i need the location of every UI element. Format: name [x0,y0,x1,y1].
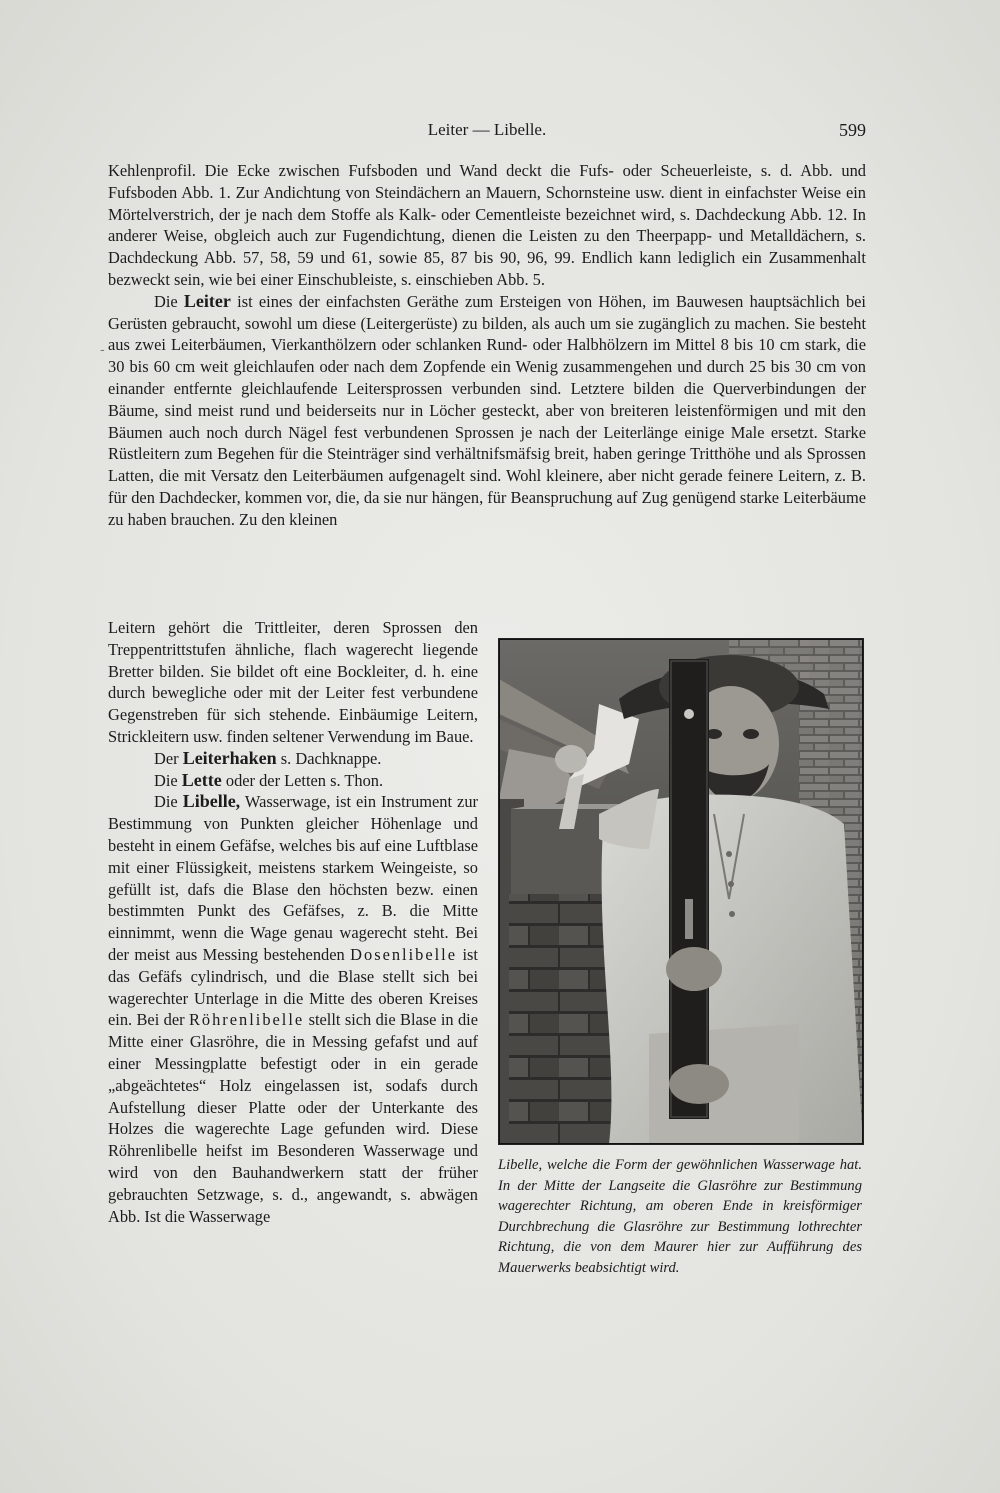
leiterhaken-lead: Der [154,748,179,768]
level-round-vial [684,709,694,719]
leiter-headword: Leiter [183,290,231,311]
term-roehrenlibelle: Röhrenlibelle [188,1010,305,1030]
leiter-lead: Die [154,291,178,311]
libelle-text-3: stellt sich die Blase in die Mitte einer Glasröhre, die in Messing gefafst und auf einer Messingplatte befestigt oder in ein gerade „abgeächtetes“ Holz eingelassen ist, sodafs durch Aufstellung dieser Platte oder der Unterkante des Holzes die wagerechte Lage gefunden wird. Diese Röhrenlibelle heifst im Besonderen Wasserwage und wird von den Bauhandwerkern statt der früher gebrauchten Setzwage, s. d., angewandt, s. abwägen Abb. Ist die Wasserwage [108,1010,478,1226]
photo-mason-with-level [498,638,864,1145]
leiter-continuation: Leitern gehört die Trittleiter, deren Sprossen den Treppentrittstufen ähnliche, flach wagerecht liegende Bretter bilden. Sie bildet oft eine Bockleiter, d. h. eine durch bewegliche oder mit der Leiter fest verbundene Gegenstreben für sich stehende. Einbäumige Leitern, Strickleitern usw. finden seltener Verwendung im Baue. [108,618,478,746]
intro-paragraph: Kehlenprofil. Die Ecke zwischen Fufsboden und Wand deckt die Fufs- oder Scheuerleiste, s. d. Abb. und Fufsboden Abb. 1. Zur Andichtung von Steindächern an Mauern, Schornsteine usw. dient in einfachster Weise ein Mörtelverstrich, der je nach dem Stoffe als Kalk- oder Cementleiste bezeichnet wird, s. Dachdeckung Abb. 12. In anderer Weise, obgleich auch zur Fugendichtung, dienen die Leisten zu den Theerpapp- und Metalldächern, s. Dachdeckung Abb. 57, 58, 59 und 61, sowie 85, 87 bis 90, 96, 99. Endlich kann lediglich ein Zusammenhalt bezweckt sein, wie bei einer Einschubleiste, s. einschieben Abb. 5. [108,161,866,289]
left-column-text [108,617,478,1227]
lette-lead: Die [154,770,178,790]
margin-mark: - [100,342,105,358]
libelle-entry [108,791,478,1227]
term-dosenlibelle: Dosenlibelle [350,944,458,964]
libelle-text-2: ist das Gefäfs cylindrisch, und die Blase stellt sich bei wagerechter Unterlage in die Mitte des oberen Kreises ein. Bei der [108,944,478,1030]
leiterhaken-text: s. Dachknappe. [280,748,382,768]
libelle-headword: Libelle, [182,791,241,812]
level-vial [685,899,693,939]
leiterhaken-entry [108,748,478,770]
libelle-text-1: Wasserwage, ist ein Instrument zur Bestimmung von Punkten gleicher Höhenlage und besteht in einem Gefäfse, welches bis auf eine Luftblase mit einer Flüssigkeit, meistens starkem Weingeiste, so gefüllt ist, dafs die Blase den höchsten bezw. einen bestimmten Punkt des Gefäfses, z. B. die Mitte einnimmt, wenn die Wage genau wagerecht steht. Bei der meist aus Messing bestehenden [108,792,478,964]
header-title: Leiter — Libelle. [427,120,547,139]
leiter-entry [108,291,866,531]
left-hand [666,947,722,991]
lette-headword: Lette [181,769,222,790]
full-width-text [108,160,866,531]
page-number: 599 [839,120,866,140]
running-header [108,120,866,142]
spirit-level [669,659,709,1119]
libelle-lead: Die [154,792,178,812]
right-hand [669,1064,729,1104]
figure-caption: Libelle, welche die Form der gewöhnlichen Wasserwage hat. In der Mitte der Langseite die Glasröhre zur Bestimmung wagerechter Richtung, am oberen Ende in kreisförmiger Durchbrechung die Glasröhre zur Bestimmung lothrechter Richtung, die von dem Maurer hier zur Aufführung des Mauerwerks beabsichtigt wird. [498,1157,862,1276]
photo-illustration [499,639,863,1144]
lette-entry [108,770,478,792]
lette-text: oder der Letten s. Thon. [225,770,384,790]
leiterhaken-headword: Leiterhaken [182,747,277,768]
leiter-text: ist eines der einfachsten Geräthe zum Ersteigen von Höhen, im Bauwesen hauptsächlich bei Gerüsten gebraucht, sowohl um diese (Leitergerüste) zu bilden, als auch um sie zugänglich zu machen. Sie besteht aus zwei Leiterbäumen, Vierkanthölzern oder schlanken Rund- oder Halbhölzern im Mittel 8 bis 10 cm stark, die 30 bis 60 cm weit gleichlaufen oder nach dem Zopfende ein Wenig zusammengehen und durch 25 bis 30 cm von einander entfernte gleichlaufende Leitersprossen verbunden sind. Letztere bilden die Querverbindungen der Bäume, sind meist rund und beiderseits nur in Löcher gesteckt, aber von breiteren leistenförmigen und mit den Bäumen auch noch durch Nägel fest verbundenen Sprossen je nach der Leiterlänge einige Male ersetzt. Starke Rüstleitern zum Begehen für die Steinträger sind verhältnifsmäfsig breit, haben geringe Tritthöhe und als Sprossen Latten, die mit Versatz den Leiterbäumen aufgenagelt sind. Wohl kleinere, aber nicht gerade feinere Leitern, z. B. für den Dachdecker, kommen vor, die, da sie nur hängen, für Beanspruchung auf Zug genügend starke Leiterbäume zu haben brauchen. Zu den kleinen [108,291,866,529]
